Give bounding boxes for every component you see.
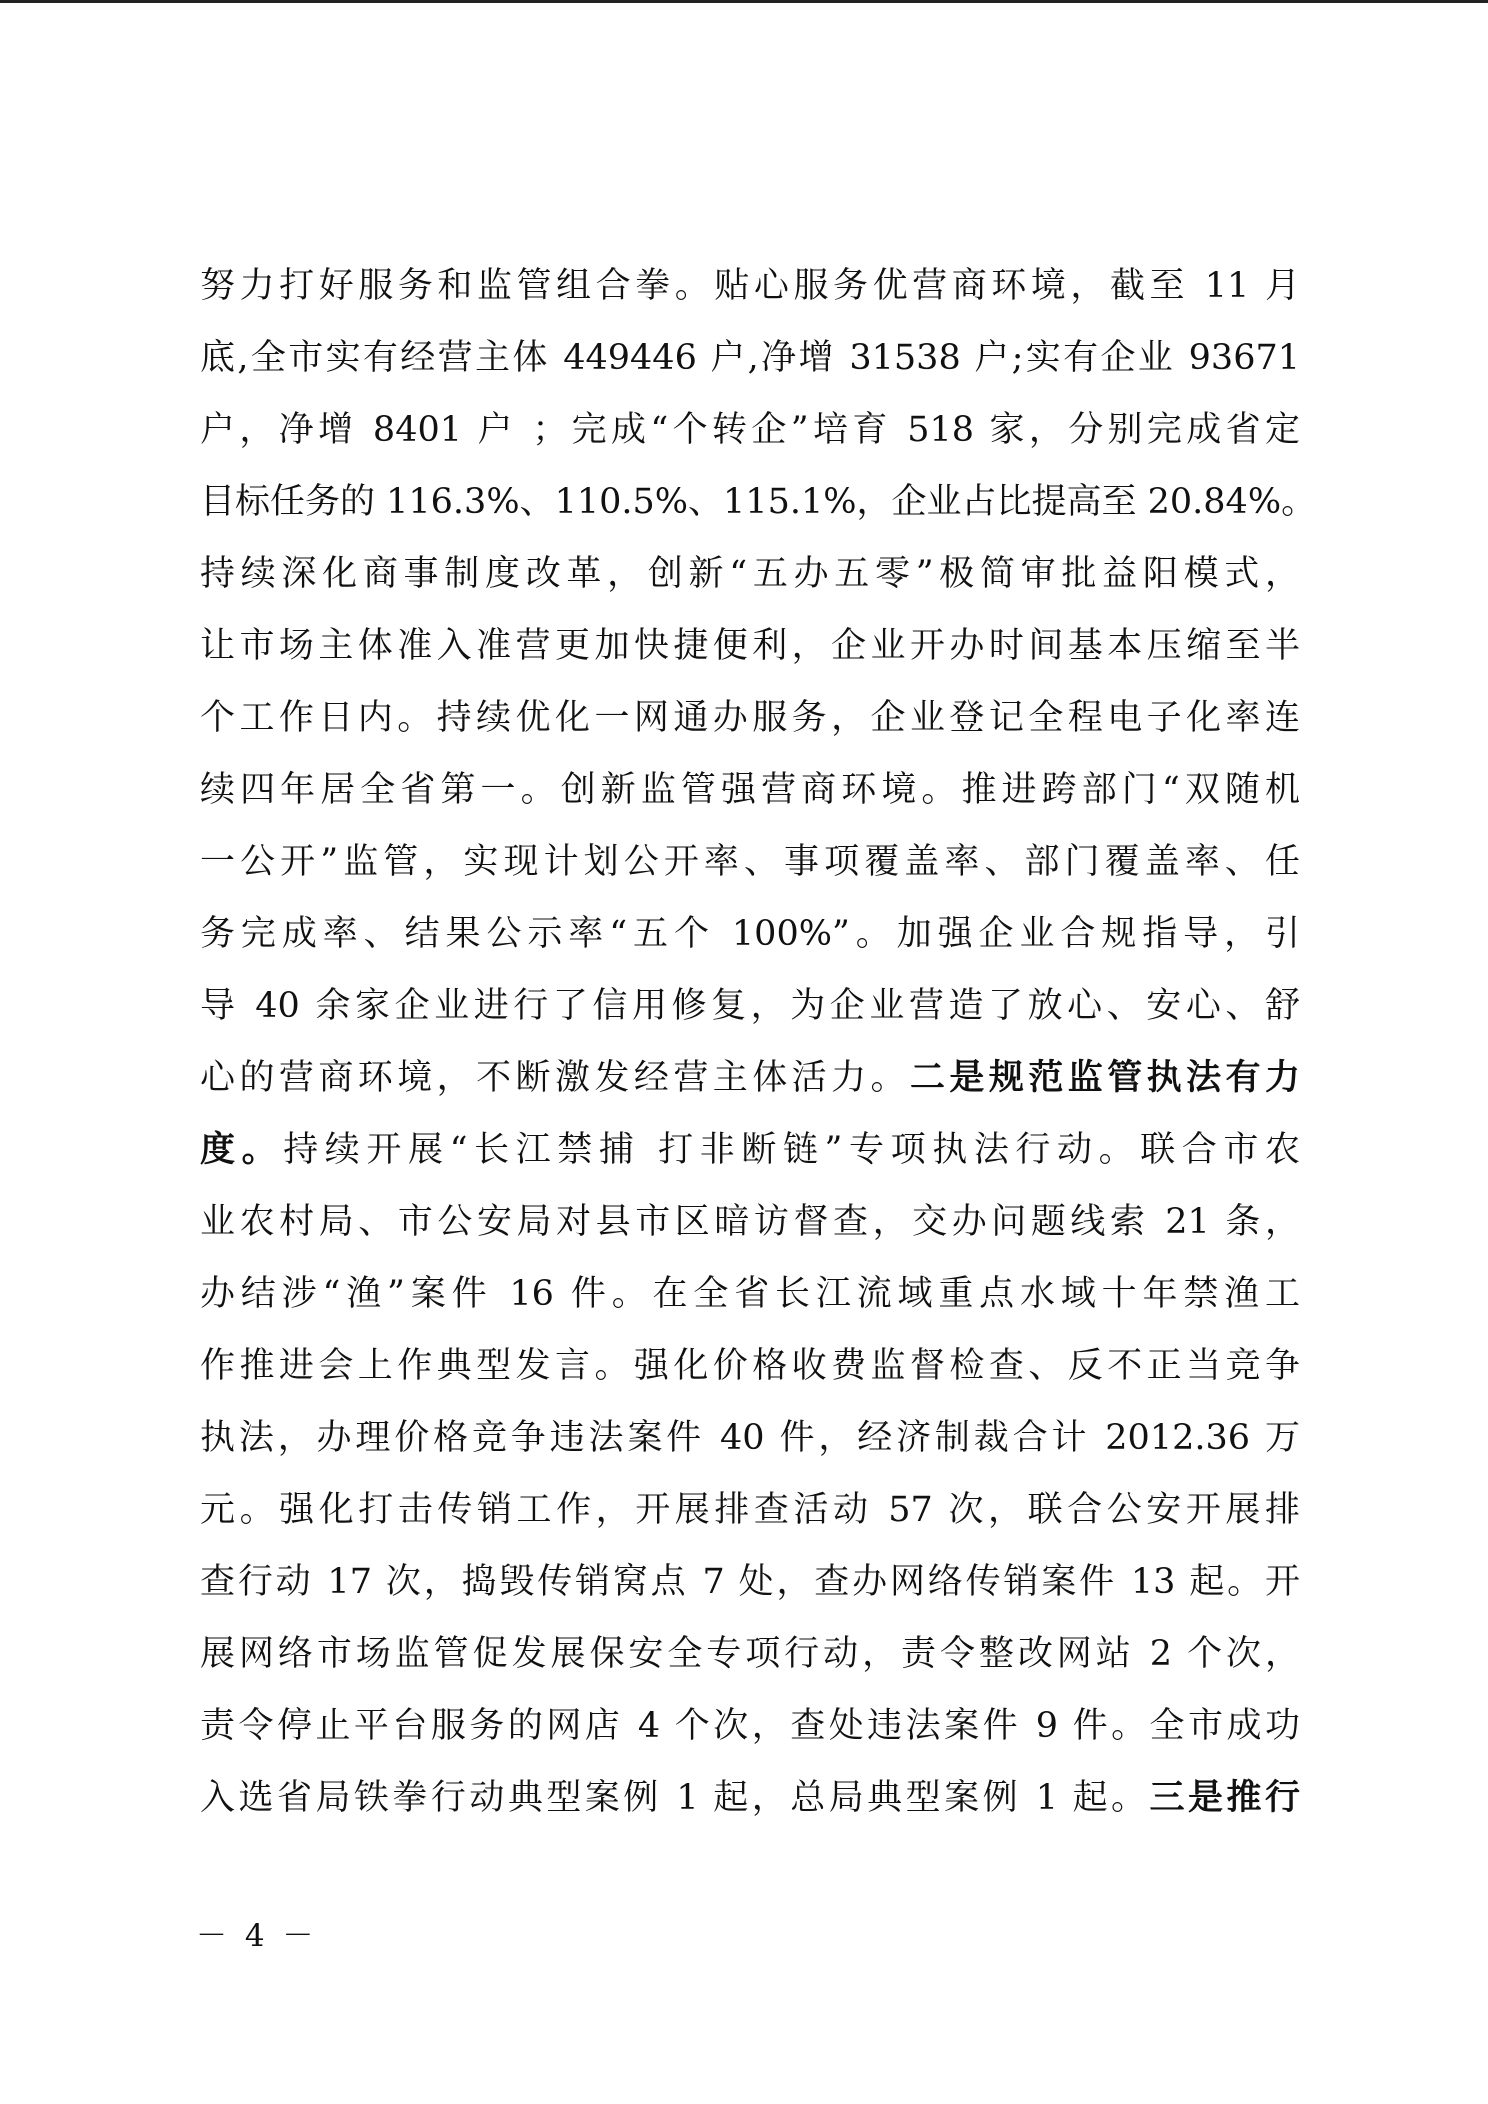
line-text: 执法，办理价格竞争违法案件 40 件，经济制裁合计 2012.36 万	[200, 1418, 1300, 1458]
line-text: 户，净增 8401 户 ；完成“个转企”培育 518 家，分别完成省定	[200, 410, 1300, 450]
text-line	[200, 1258, 1300, 1330]
line-text: 目标任务的 116.3%、110.5%、115.1%，企业占比提高至 20.84%。	[200, 482, 1317, 522]
text-line	[200, 1042, 1300, 1114]
line-text: 元。强化打击传销工作，开展排查活动 57 次，联合公安开展排	[200, 1490, 1300, 1530]
text-line	[200, 394, 1300, 466]
text-line	[200, 1762, 1300, 1834]
line-text: 作推进会上作典型发言。强化价格收费监督检查、反不正当竞争	[200, 1346, 1300, 1386]
text-line	[200, 1546, 1300, 1618]
line-text: 务完成率、结果公示率“五个 100%”。加强企业合规指导，引	[200, 914, 1300, 954]
line-text: 查行动 17 次，捣毁传销窝点 7 处，查办网络传销案件 13 起。开	[200, 1562, 1300, 1602]
line-text: 个工作日内。持续优化一网通办服务，企业登记全程电子化率连	[200, 698, 1300, 738]
line-text: 让市场主体准入准营更加快捷便利，企业开办时间基本压缩至半	[200, 626, 1300, 666]
text-line	[200, 1402, 1300, 1474]
line-text: 底,全市实有经营主体 449446 户,净增 31538 户;实有企业 93671	[200, 338, 1300, 378]
text-line	[200, 898, 1300, 970]
line-text: 入选省局铁拳行动典型案例 1 起，总局典型案例 1 起。	[200, 1778, 1150, 1818]
text-line	[200, 1690, 1300, 1762]
line-text: 续四年居全省第一。创新监管强营商环境。推进跨部门“双随机	[200, 770, 1300, 810]
text-line	[200, 1186, 1300, 1258]
line-text: 努力打好服务和监管组合拳。贴心服务优营商环境，截至 11 月	[200, 266, 1300, 306]
text-line	[200, 682, 1300, 754]
text-line	[200, 1330, 1300, 1402]
text-line	[200, 610, 1300, 682]
line-text: 心的营商环境，不断激发经营主体活力。	[200, 1058, 910, 1098]
top-border-line	[0, 0, 1488, 3]
text-line	[200, 466, 1317, 538]
line-text: 办结涉“渔”案件 16 件。在全省长江流域重点水域十年禁渔工	[200, 1274, 1300, 1314]
bold-heading-text: 二是规范监管执法有力	[909, 1057, 1300, 1098]
line-text: 持续深化商事制度改革，创新“五办五零”极简审批益阳模式，	[200, 554, 1300, 594]
line-text: 业农村局、市公安局对县市区暗访督查，交办问题线索 21 条，	[200, 1202, 1300, 1242]
body-text	[200, 250, 1317, 1834]
text-line	[200, 250, 1300, 322]
text-line	[200, 826, 1300, 898]
text-line	[200, 1474, 1300, 1546]
text-line	[200, 970, 1300, 1042]
text-line	[200, 1618, 1300, 1690]
line-text: 责令停止平台服务的网店 4 个次，查处违法案件 9 件。全市成功	[200, 1706, 1300, 1746]
page-number: － 4 －	[196, 1918, 318, 1954]
bold-heading-text: 度。	[200, 1129, 284, 1170]
line-text: 持续开展“长江禁捕 打非断链”专项执法行动。联合市农	[283, 1130, 1300, 1170]
line-text: 一公开”监管，实现计划公开率、事项覆盖率、部门覆盖率、任	[200, 842, 1300, 882]
text-line	[200, 538, 1300, 610]
line-text: 展网络市场监管促发展保安全专项行动，责令整改网站 2 个次，	[200, 1634, 1300, 1674]
bold-heading-text: 三是推行	[1149, 1777, 1300, 1818]
line-text: 导 40 余家企业进行了信用修复，为企业营造了放心、安心、舒	[200, 986, 1300, 1026]
text-line	[200, 754, 1300, 826]
text-line	[200, 322, 1300, 394]
text-line	[200, 1114, 1300, 1186]
